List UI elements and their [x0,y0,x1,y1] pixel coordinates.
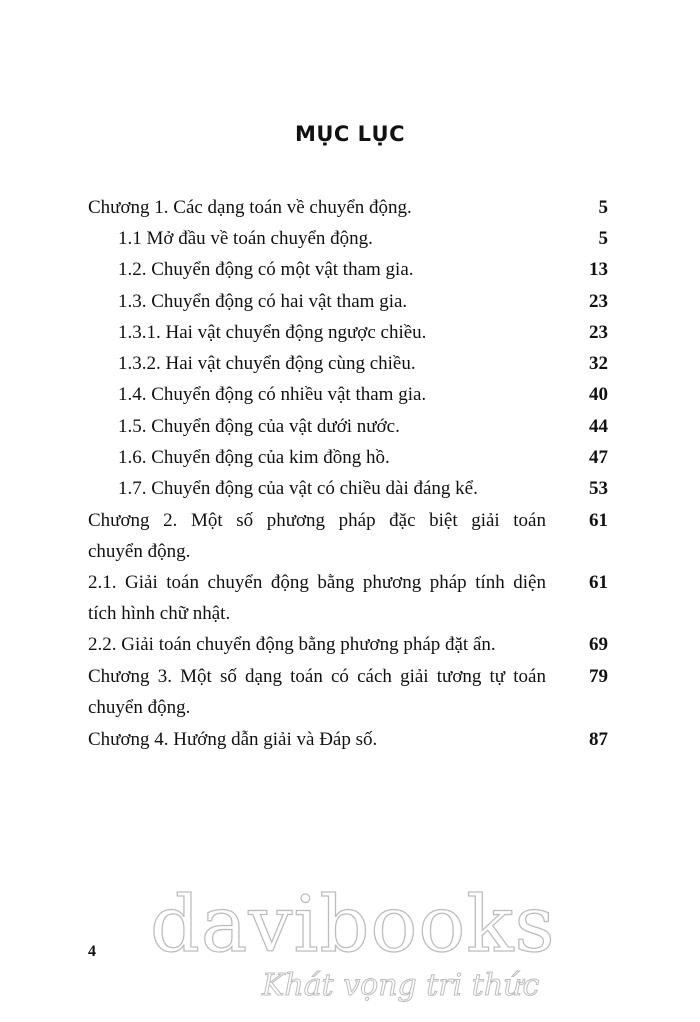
toc-entry-label: 1.6. Chuyển động của kim đồng hồ. [118,447,390,468]
toc-entry-label: Chương 1. Các dạng toán về chuyển động. [88,197,412,218]
toc-entry-2-1 [88,572,608,622]
watermark-logo [150,880,556,1020]
toc-entry-chapter-2 [88,510,608,560]
toc-entry-label-line2: tích hình chữ nhật. [88,603,231,624]
toc-entry-page: 87 [589,729,608,750]
toc-entry-page: 79 [589,666,608,687]
toc-entry-page: 53 [589,478,608,499]
toc-entry-label: 1.3.1. Hai vật chuyển động ngược chiều. [118,322,427,343]
toc-entry-label: 1.1 Mở đầu về toán chuyển động. [118,228,373,249]
toc-entry-page: 32 [589,353,608,374]
watermark-brand: davibooks [150,880,556,970]
toc-entry-page: 47 [589,447,608,468]
toc-entry-page: 61 [589,572,608,593]
toc-entry-page: 23 [589,291,608,312]
toc-entry-page: 61 [589,510,608,531]
toc-entry-label-line1: Chương 3. Một số dạng toán có cách giải tương tự toán [88,666,546,687]
toc-entry-label: Chương 4. Hướng dẫn giải và Đáp số. [88,729,378,750]
page-title: MỤC LỤC [294,122,406,146]
watermark-tagline: Khát vọng tri thức [262,968,540,1003]
toc-entry-page: 40 [589,384,608,405]
toc-entry-label: 1.3. Chuyển động có hai vật tham gia. [118,291,408,312]
toc-entry-label: 1.5. Chuyển động của vật dưới nước. [118,416,400,437]
toc-entry-label: 1.7. Chuyển động của vật có chiều dài đáng kể. [118,478,478,499]
page-number: 4 [88,943,96,960]
toc-entry-label-line2: chuyển động. [88,541,191,562]
toc-entry-page: 13 [589,259,608,280]
toc-entry-page: 5 [598,228,608,249]
toc-entry-label: 2.2. Giải toán chuyển động bằng phương pháp đặt ẩn. [88,634,496,655]
toc-entry-page: 44 [589,416,608,437]
toc-entry-page: 69 [589,634,608,655]
toc-entry-label-line2: chuyển động. [88,697,191,718]
toc-entry-label-line1: Chương 2. Một số phương pháp đặc biệt giải toán [88,510,546,531]
toc-entry-chapter-3 [88,666,608,716]
toc-entry-page: 5 [598,197,608,218]
toc-entry-label: 1.4. Chuyển động có nhiều vật tham gia. [118,384,427,405]
toc-entry-label-line1: 2.1. Giải toán chuyển động bằng phương pháp tính diện [88,572,546,593]
toc-entry-label: 1.2. Chuyển động có một vật tham gia. [118,259,414,280]
toc-entry-label: 1.3.2. Hai vật chuyển động cùng chiều. [118,353,416,374]
toc-entry-page: 23 [589,322,608,343]
